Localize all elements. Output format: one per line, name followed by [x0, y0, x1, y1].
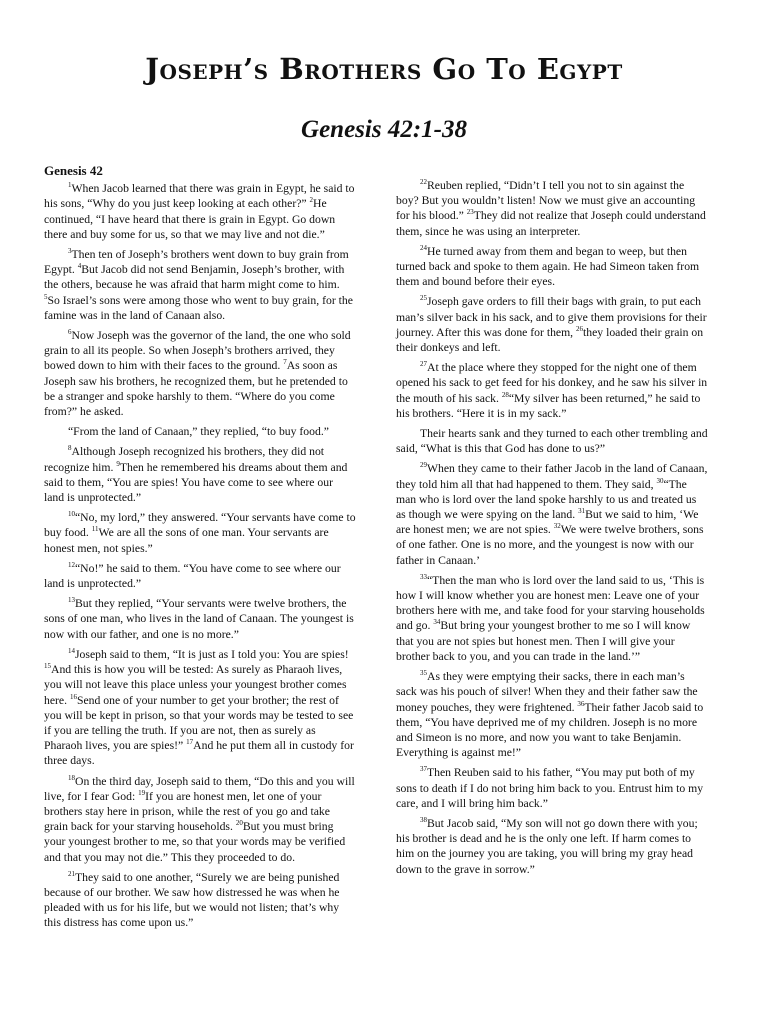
verse-text: He turned away from them and began to weep, but then turned back and spoke to them again. He had Simeon taken from them and bound before their eyes.	[396, 244, 700, 289]
verse-number: 28	[501, 390, 509, 399]
verse-text: And he put them all in custody for three days.	[44, 739, 354, 768]
verse-number: 37	[420, 765, 427, 774]
verse-number: 24	[420, 243, 427, 252]
verse-number: 33	[420, 572, 427, 581]
verse-text: “My silver has been returned,” he said to his brothers. “Here it is in my sack.”	[396, 391, 701, 420]
verse-paragraph	[44, 424, 356, 439]
verse-text: When they came to their father Jacob in the land of Canaan, they told him all that had happened to them. They said,	[396, 462, 708, 491]
verse-text: As soon as Joseph saw his brothers, he recognized them, but he pretended to be a stranger and spoke harshly to them. “Where do you come from?” he asked.	[44, 359, 348, 419]
verse-number: 25	[420, 294, 427, 303]
verse-paragraph	[44, 444, 356, 505]
verse-number: 34	[433, 618, 441, 627]
verse-number: 36	[577, 699, 585, 708]
verse-number: 16	[69, 692, 77, 701]
verse-number: 19	[138, 788, 146, 797]
verse-number: 13	[68, 596, 75, 605]
verse-number: 32	[553, 522, 561, 531]
verse-paragraph	[44, 328, 356, 419]
verse-number: 26	[576, 324, 584, 333]
verse-number: 2	[309, 196, 314, 205]
verse-paragraph	[44, 247, 356, 323]
verse-text: Reuben replied, “Didn’t I tell you not to sin against the boy? But you wouldn’t listen! Now we must give an accounting for his blood.”	[396, 179, 696, 223]
verse-paragraph	[44, 647, 356, 769]
verse-text: So Israel’s sons were among those who went to buy grain, for the famine was in the land of Canaan also.	[44, 293, 353, 322]
verse-paragraph	[44, 561, 356, 591]
verse-number: 22	[420, 178, 427, 187]
verse-text: But you must bring your youngest brother to me, so that your words may be verified and that you may not die.” This they proceeded to do.	[44, 820, 346, 864]
verse-text: Joseph gave orders to fill their bags with grain, to put each man’s silver back in his sack, and to give them provisions for their journey. After this was done for them,	[396, 295, 707, 339]
verse-text: Then ten of Joseph’s brothers went down to buy grain from Egypt.	[44, 248, 349, 277]
verse-text: They said to one another, “Surely we are being punished because of our brother. We saw how distressed he was when he pleaded with us for his life, but we would not listen; that’s why this distress has come upon us.”	[44, 870, 340, 930]
verse-number: 23	[466, 208, 474, 217]
verse-text: He continued, “I have heard that there is grain in Egypt. Go down there and buy some for us, so that we may live and not die.”	[44, 197, 336, 241]
verse-paragraph	[396, 573, 708, 664]
verse-text: Now Joseph was the governor of the land, the one who sold grain to all its people. So when Joseph’s brothers arrived, they bowed down to him with their faces to the ground.	[44, 329, 351, 373]
verse-text: But they replied, “Your servants were twelve brothers, the sons of one man, who lives in the land of Canaan. The youngest is now with our father, and one is no more.”	[44, 597, 354, 641]
verse-text: Then he remembered his dreams about them and said to them, “You are spies! You have come to see where our land is unprotected.”	[44, 460, 348, 505]
verse-text: Their father Jacob said to them, “You have deprived me of my children. Joseph is no more and Simeon is no more, and now you want to take Benjamin. Everything is against me!”	[396, 700, 704, 760]
verse-number: 1	[68, 181, 72, 190]
verse-number: 4	[77, 262, 82, 271]
verse-paragraph	[396, 461, 708, 567]
page-title: Joseph’s Brothers Go To Egypt	[145, 52, 623, 86]
verse-text: But bring your youngest brother to me so I will know that you are not spies but honest men. Then I will give your brother back to you, and you can trade in the land.’”	[396, 619, 691, 663]
verse-number: 9	[116, 459, 120, 468]
verse-number: 38	[420, 816, 427, 825]
verse-paragraph	[44, 181, 356, 242]
verse-text: “No!” he said to them. “You have come to see where our land is unprotected.”	[44, 561, 341, 591]
left-column	[44, 163, 356, 936]
scripture-reference: Genesis 42:1-38	[301, 116, 467, 143]
verse-paragraph	[396, 360, 708, 421]
verse-text: Send one of your number to get your brother; the rest of you will be kept in prison, so that your words may be tested to see if you are telling the truth. If you are not, then as surely as Pharaoh lives, you are spies!”	[44, 693, 354, 753]
verse-paragraph	[396, 244, 708, 290]
verse-text: Their hearts sank and they turned to each other trembling and said, “What is this that God has done to us?”	[396, 427, 708, 456]
verse-number: 18	[68, 773, 75, 782]
verse-paragraph	[44, 510, 356, 556]
verse-text: On the third day, Joseph said to them, “Do this and you will live, for I fear God:	[44, 774, 355, 803]
verse-number: 27	[420, 360, 427, 369]
verse-text: As they were emptying their sacks, there in each man’s sack was his pouch of silver! When they and their father saw the money pouches, they were frightened.	[396, 670, 698, 714]
verse-text: We are all the sons of one man. Your servants are honest men, not spies.”	[44, 526, 329, 555]
verse-text: “From the land of Canaan,” they replied, “to buy food.”	[68, 425, 329, 439]
verse-text: Although Joseph recognized his brothers, they did not recognize him.	[44, 445, 325, 474]
verse-number: 3	[68, 247, 72, 256]
verse-text: “Then the man who is lord over the land said to us, ‘This is how I will know whether you are honest men: Leave one of your brothers here with me, and take food for your starving households and go.	[396, 573, 705, 633]
right-column	[396, 178, 708, 882]
verse-paragraph	[44, 774, 356, 865]
verse-text: We were twelve brothers, sons of one father. One is no more, and the youngest is now with our father in Canaan.’	[396, 523, 704, 567]
verse-paragraph	[396, 294, 708, 355]
section-heading: Genesis 42	[44, 163, 103, 178]
verse-text: At the place where they stopped for the night one of them opened his sack to get feed for his donkey, and he saw his silver in the mouth of his sack.	[396, 361, 708, 405]
verse-number: 5	[44, 292, 48, 301]
verse-text: When Jacob learned that there was grain in Egypt, he said to his sons, “Why do you just keep looking at each other?”	[44, 182, 355, 211]
verse-paragraph	[396, 178, 708, 239]
verse-number: 31	[578, 507, 586, 516]
verse-paragraph	[44, 870, 356, 931]
verse-text: But we said to him, ‘We are honest men; we are not spies.	[396, 508, 699, 537]
verse-text: “No, my lord,” they answered. “Your servants have come to buy food.	[44, 511, 356, 540]
verse-text: they loaded their grain on their donkeys and left.	[396, 325, 704, 355]
verse-paragraph	[396, 426, 708, 456]
verse-number: 15	[44, 662, 51, 671]
verse-text: But Jacob said, “My son will not go down there with you; his brother is dead and he is the only one left. If harm comes to him on the journey you are taking, you will bring my gray head down to the grave in sorrow.”	[396, 816, 698, 876]
verse-paragraph	[396, 669, 708, 760]
verse-number: 21	[68, 869, 75, 878]
verse-number: 35	[420, 669, 427, 678]
verse-text: They did not realize that Joseph could understand them, since he was using an interpreter.	[396, 209, 706, 238]
verse-text: Joseph said to them, “It is just as I told you: You are spies!	[75, 647, 349, 661]
verse-text: Then Reuben said to his father, “You may put both of my sons to death if I do not bring him back to you. Entrust him to my care, and I will bring him back.”	[396, 766, 704, 810]
verse-text: “The man who is lord over the land spoke harshly to us and treated us as though we were spying on the land.	[396, 477, 697, 522]
verse-number: 7	[283, 358, 287, 367]
verse-number: 14	[68, 647, 75, 655]
verse-number: 29	[420, 461, 427, 470]
verse-text: If you are honest men, let one of your brothers stay here in prison, while the rest of you go and take grain back for your starving households.	[44, 789, 330, 834]
verse-text: And this is how you will be tested: As surely as Pharaoh lives, you will not leave this place unless your youngest brother comes here.	[44, 663, 347, 707]
verse-number: 12	[68, 560, 75, 569]
verse-number: 20	[235, 819, 243, 828]
verse-paragraph	[396, 765, 708, 811]
verse-paragraph	[44, 596, 356, 642]
verse-number: 8	[68, 444, 72, 453]
verse-number: 30	[656, 476, 664, 485]
verse-number: 11	[91, 525, 99, 534]
verse-number: 10	[68, 510, 75, 519]
verse-number: 17	[186, 738, 194, 747]
verse-number: 6	[68, 328, 72, 337]
verse-text: But Jacob did not send Benjamin, Joseph’s brother, with the others, because he was afraid that harm might come to him.	[44, 263, 345, 292]
verse-paragraph	[396, 816, 708, 877]
